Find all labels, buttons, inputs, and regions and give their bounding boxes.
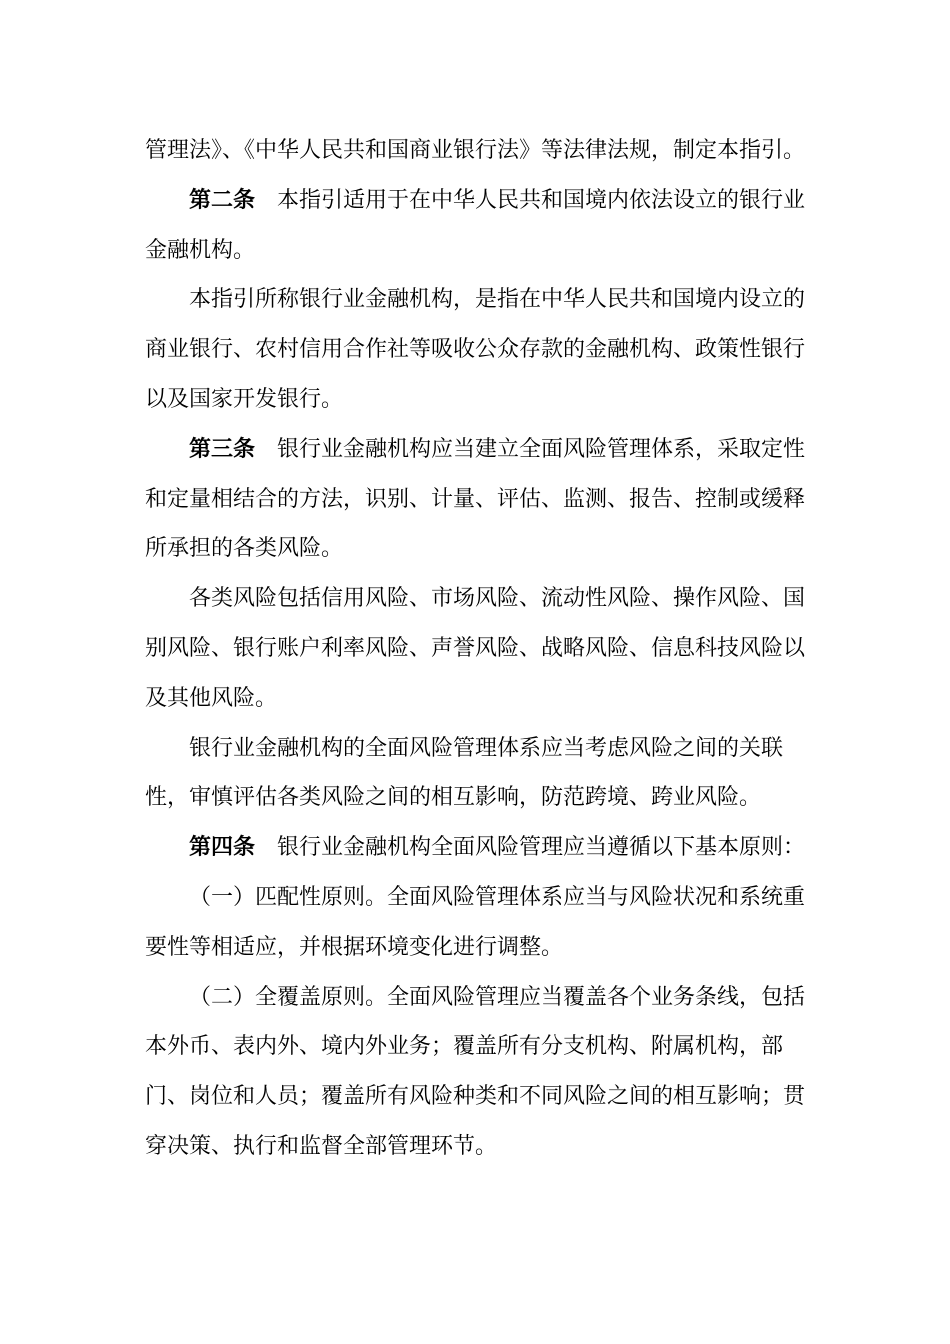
paragraph-principle-1 <box>145 873 807 973</box>
paragraph-text: 银行业金融机构的全面风险管理体系应当考虑风险之间的关联性，审慎评估各类风险之间的相互影响，防范跨境、跨业风险。 <box>145 735 784 811</box>
paragraph-article-3 <box>145 425 807 574</box>
paragraph-continuation <box>145 126 807 176</box>
paragraph-text: （一）匹配性原则。全面风险管理体系应当与风险状况和系统重要性等相适应，并根据环境变化进行调整。 <box>145 884 806 960</box>
paragraph-text: （二）全覆盖原则。全面风险管理应当覆盖各个业务条线，包括本外币、表内外、境内外业务；覆盖所有分支机构、附属机构，部门、岗位和人员；覆盖所有风险种类和不同风险之间的相互影响；贯穿决策、执行和监督全部管理环节。 <box>145 984 806 1159</box>
article-number: 第三条 <box>189 435 256 462</box>
paragraph-article-4 <box>145 823 807 873</box>
paragraph-article-2-definition <box>145 275 807 424</box>
document-body <box>145 126 807 1172</box>
paragraph-principle-2 <box>145 973 807 1172</box>
article-number: 第四条 <box>189 834 256 861</box>
paragraph-risk-types <box>145 574 807 723</box>
paragraph-text: 各类风险包括信用风险、市场风险、流动性风险、操作风险、国别风险、银行账户利率风险、声誉风险、战略风险、信息科技风险以及其他风险。 <box>145 586 806 711</box>
paragraph-text: 银行业金融机构应当建立全面风险管理体系，采取定性和定量相结合的方法，识别、计量、评估、监测、报告、控制或缓释所承担的各类风险。 <box>145 436 806 562</box>
paragraph-text: 管理法》、《中华人民共和国商业银行法》等法律法规，制定本指引。 <box>145 138 806 163</box>
paragraph-article-2 <box>145 176 807 276</box>
paragraph-text: 本指引所称银行业金融机构，是指在中华人民共和国境内设立的商业银行、农村信用合作社等吸收公众存款的金融机构、政策性银行以及国家开发银行。 <box>145 287 806 412</box>
article-number: 第二条 <box>189 186 256 213</box>
paragraph-text: 银行业金融机构全面风险管理应当遵循以下基本原则： <box>277 835 806 861</box>
paragraph-text: 本指引适用于在中华人民共和国境内依法设立的银行业金融机构。 <box>145 187 806 263</box>
paragraph-risk-correlation <box>145 724 807 824</box>
